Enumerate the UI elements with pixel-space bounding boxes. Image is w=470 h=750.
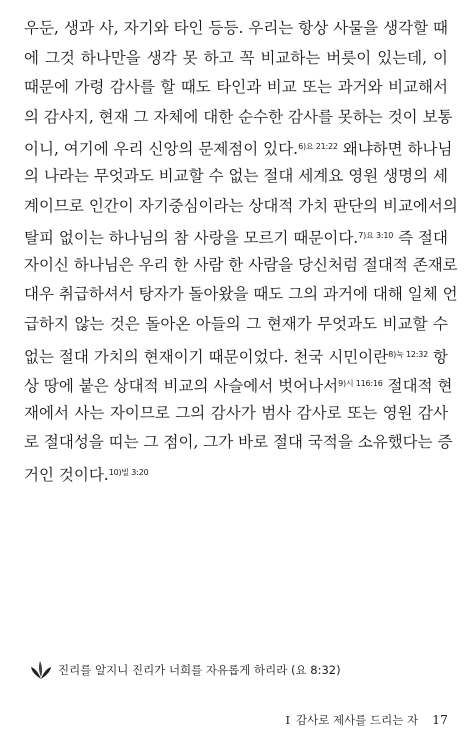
text-run: 재에서 사는 자이므로 그의 감사가 범사 감사로 또는 영원 감사 [24,403,448,422]
footnote-ref: 9)시 116:16 [338,379,383,389]
footnote-ref: 10)빌 3:20 [108,467,149,477]
text-run: 즉 절대 [393,229,449,248]
text-run: 거인 것이다. [24,465,109,484]
text-line [24,132,453,162]
footnote-ref: 7)요 3:10 [358,231,394,241]
text-run: 왜냐하면 하나님 [337,140,453,159]
text-line [24,221,448,251]
text-line [24,399,448,429]
footnote-ref: 8)눅 12:32 [388,349,429,359]
text-line [24,458,448,488]
text-line [24,14,448,44]
text-run: 계이므로 인간이 자기중심이라는 상대적 가치 판단의 비교에서의 [24,196,458,215]
running-title: 감사로 제사를 드리는 자 [296,713,419,727]
footer-quote-text: 진리를 알지니 진리가 너희를 자유롭게 하리라 (요 8:32) [58,663,341,677]
text-line [24,251,458,281]
page-number: 17 [432,712,448,727]
text-run: 대우 취급하셔서 탕자가 돌아왔을 때도 그의 과거에 대해 일체 언 [24,285,458,304]
text-run: 탈피 없이는 하나님의 참 사랑을 모르기 때문이다. [24,229,359,248]
running-footer [285,712,448,728]
text-run: 절대적 현 [382,377,453,396]
text-run: 에 그것 하나만을 생각 못 하고 꼭 비교하는 버릇이 있는데, 이 [24,48,448,67]
leaf-ornament-icon [30,660,52,680]
text-line [24,340,448,370]
footnote-ref: 6)요 21:22 [298,142,338,152]
text-run: 자이신 하나님은 우리 한 사람 한 사람을 당신처럼 절대적 존재로 [24,255,458,274]
text-run: 급하지 않는 것은 돌아온 아들의 그 현재가 무엇과도 비교할 수 [24,314,448,333]
text-run: 우둔, 생과 사, 자기와 타인 등등. 우리는 항상 사물을 생각할 때 [24,19,448,37]
text-line [24,44,448,74]
body-text [24,14,458,488]
text-line [24,162,448,192]
text-line [24,73,448,103]
text-run: 상 땅에 붙은 상대적 비교의 사슬에서 벗어나서 [24,377,339,396]
text-run: 로 절대성을 띠는 그 점이, 그가 바로 절대 국적을 소유했다는 증 [24,433,453,452]
text-run: 의 감사지, 현재 그 자체에 대한 순수한 감사를 못하는 것이 보통 [24,107,453,126]
text-line [24,428,453,458]
section-number: I [285,713,291,727]
text-line [24,310,448,340]
text-run: 의 나라는 무엇과도 비교할 수 없는 절대 세계요 영원 생명의 세 [24,166,448,185]
text-line [24,280,458,310]
text-line [24,192,458,222]
text-run: 때문에 가령 감사를 할 때도 타인과 비교 또는 과거와 비교해서 [24,78,448,97]
text-line [24,369,453,399]
footer-quote [30,660,450,680]
text-run: 없는 절대 가치의 현재이기 때문이었다. 천국 시민이란 [24,347,389,366]
text-run: 항 [428,347,448,366]
text-run: 이니, 여기에 우리 신앙의 문제점이 있다. [24,140,299,159]
text-line [24,103,453,133]
